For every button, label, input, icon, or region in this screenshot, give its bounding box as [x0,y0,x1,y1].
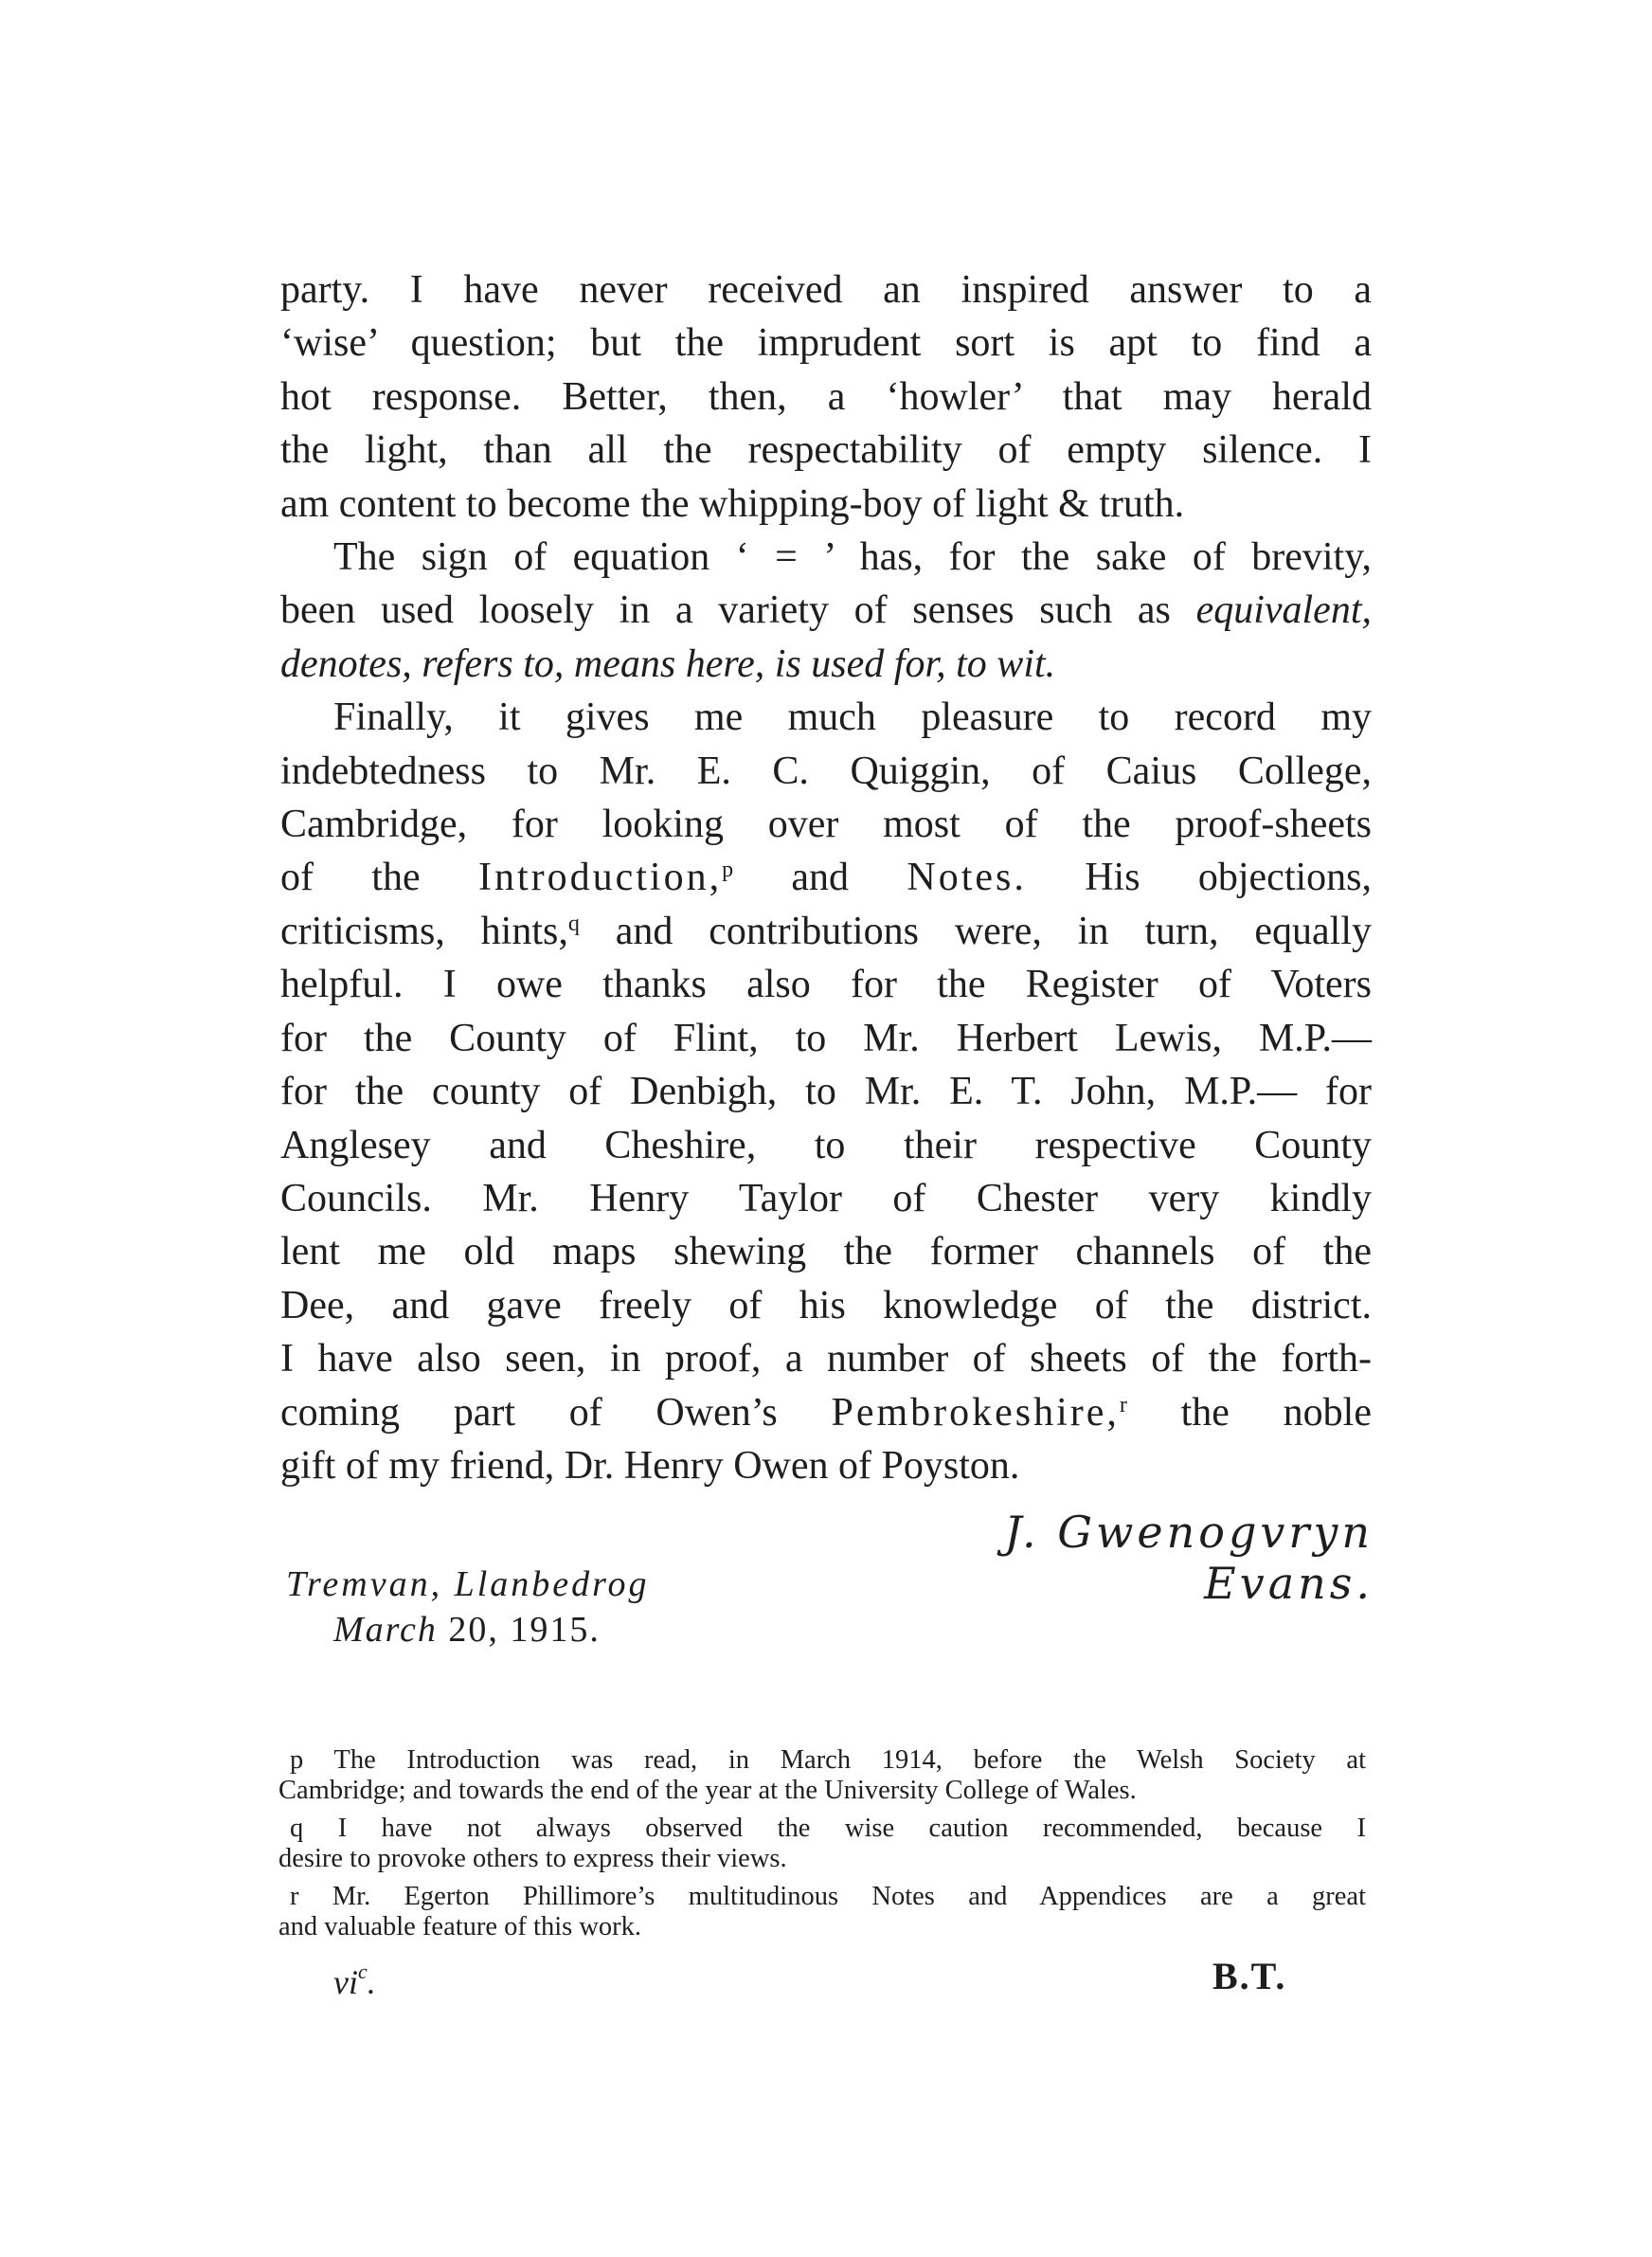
text-line: for the County of Flint, to Mr. Herbert Lewis, M.P.— [280,1016,1372,1060]
paragraph-2 [280,531,1372,691]
paragraph-3 [280,691,1372,1492]
footnote-q [278,1814,1366,1874]
text-line: helpful. I owe thanks also for the Register of Voters [280,963,1372,1007]
text-line: the light, than all the respectability of empty silence. I [280,428,1372,473]
footnote-p [278,1745,1366,1806]
footnote-line: desire to provoke others to express their views. [278,1844,787,1873]
signature-mark [333,1959,376,2002]
text-line: indebtedness to Mr. E. C. Quiggin, of Caius College, [280,749,1372,793]
text-span: His objections, [1026,856,1373,900]
text-line: gift of my friend, Dr. Henry Owen of Poyston. [280,1443,1020,1488]
text-span: coming part of Owen’s [280,1390,832,1435]
text-line [280,851,1372,904]
text-span: and contributions were, in turn, equally [579,909,1372,953]
signature-mark-dot: . [367,1963,376,2001]
footnote-line: p The Introduction was read, in March 1914, before the Welsh Society at [290,1745,1366,1775]
catchword: B.T. [1212,1955,1287,1997]
text-span: criticisms, hints, [280,909,568,953]
text-span: of the [280,856,478,900]
spaced-text: Pembrokeshire, [831,1390,1120,1435]
body-text [280,263,1372,1492]
text-line: hot response. Better, then, a ‘howler’ that may herald [280,374,1372,419]
text-line: Dee, and gave freely of his knowledge of the district. [280,1283,1372,1327]
text-line: ‘wise’ question; but the imprudent sort is apt to find a [280,321,1372,366]
footnote-line: r Mr. Egerton Phillimore’s multitudinous Notes and Appendices are a great [290,1882,1366,1911]
text-line [280,905,1372,958]
text-line: Finally, it gives me much pleasure to record my [333,695,1372,740]
footnote-mark-p: p [722,858,734,883]
spaced-text: Notes. [907,856,1027,900]
text-line: am content to become the whipping-boy of light & truth. [280,481,1185,526]
text-line: party. I have never received an inspired answer to a [280,268,1372,312]
text-line [280,1386,1372,1439]
signature-mark-sup: c [357,1959,368,1983]
text-line: lent me old maps shewing the former channels of the [280,1230,1372,1274]
footnote-line: Cambridge; and towards the end of the year at the University College of Wales. [278,1776,1137,1805]
text-line [280,638,1372,691]
text-line: for the county of Denbigh, to Mr. E. T. John, M.P.— for [280,1070,1372,1114]
footnote-line: and valuable feature of this work. [278,1912,642,1941]
paragraph-1 [280,263,1372,531]
text-span: and [733,856,907,900]
footnote-mark-r: r [1119,1392,1127,1417]
text-line: Councils. Mr. Henry Taylor of Chester very kindly [280,1176,1372,1220]
text-span: been used loosely in a variety of senses such as [280,588,1196,633]
text-line: Anglesey and Cheshire, to their respective County [280,1123,1372,1167]
italic-text: equivalent, [1195,588,1372,633]
signature-mark-text: vi [333,1963,358,2001]
footnote-r [278,1882,1366,1942]
text-line: Cambridge, for looking over most of the proof-sheets [280,803,1372,847]
date-line [333,1609,601,1651]
spaced-text: Introduction, [477,856,723,900]
date-rest: 20, 1915. [437,1610,601,1650]
place-line: Tremvan, Llanbedrog [286,1564,650,1604]
italic-text: denotes, refers to, means here, is used for, to wit. [280,641,1056,686]
text-span: the noble [1126,1390,1372,1435]
text-line: The sign of equation ‘ = ’ has, for the sake of brevity, [333,535,1372,580]
author-signature: J. Gwenogvryn Evans. [1004,1507,1374,1609]
footnote-line: q I have not always observed the wise caution recommended, because I [290,1814,1366,1843]
footnote-mark-q: q [567,911,580,936]
text-line [280,584,1372,637]
footnotes [278,1745,1366,1950]
date-month: March [333,1610,438,1650]
text-line: I have also seen, in proof, a number of sheets of the forth- [280,1337,1372,1381]
